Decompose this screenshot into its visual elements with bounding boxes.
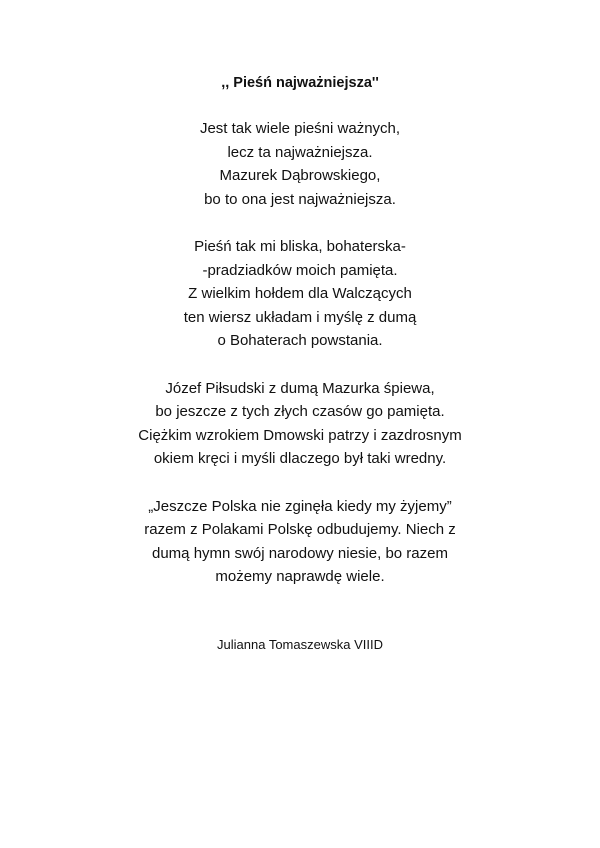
poem-line: razem z Polakami Polskę odbudujemy. Niech z <box>144 521 456 539</box>
poem-line: dumą hymn swój narodowy niesie, bo razem <box>152 544 448 562</box>
stanza-1 <box>0 117 600 211</box>
poem-line: Mazurek Dąbrowskiego, <box>219 167 381 185</box>
stanza-3 <box>0 377 600 471</box>
poem-title: ,, Pieśń najważniejsza'' <box>221 75 379 91</box>
poem-line: „Jeszcze Polska nie zginęła kiedy my żyjemy” <box>148 497 452 515</box>
poem-line: Józef Piłsudski z dumą Mazurka śpiewa, <box>165 379 435 397</box>
stanza-2 <box>0 235 600 353</box>
poem-line: okiem kręci i myśli dlaczego był taki wredny. <box>153 450 447 468</box>
stanza-4 <box>0 495 600 589</box>
poem-body <box>0 117 600 612</box>
poem-line: -pradziadków moich pamięta. <box>202 261 398 279</box>
poem-line: Ciężkim wzrokiem Dmowski patrzy i zazdrosnym <box>138 426 462 444</box>
poem-line: Pieśń tak mi bliska, bohaterska- <box>194 237 406 255</box>
poem-line: możemy naprawdę wiele. <box>215 568 385 586</box>
poem-line: lecz ta najważniejsza. <box>227 143 373 161</box>
author-signature: Julianna Tomaszewska VIIID <box>217 637 383 652</box>
poem-line: Z wielkim hołdem dla Walczących <box>188 285 412 303</box>
poem-line: ten wiersz układam i myślę z dumą <box>183 308 417 326</box>
poem-line: bo to ona jest najważniejsza. <box>204 190 396 208</box>
poem-line: bo jeszcze z tych złych czasów go pamięta. <box>155 403 445 421</box>
poem-line: o Bohaterach powstania. <box>217 332 383 350</box>
poem-line: Jest tak wiele pieśni ważnych, <box>199 120 401 137</box>
